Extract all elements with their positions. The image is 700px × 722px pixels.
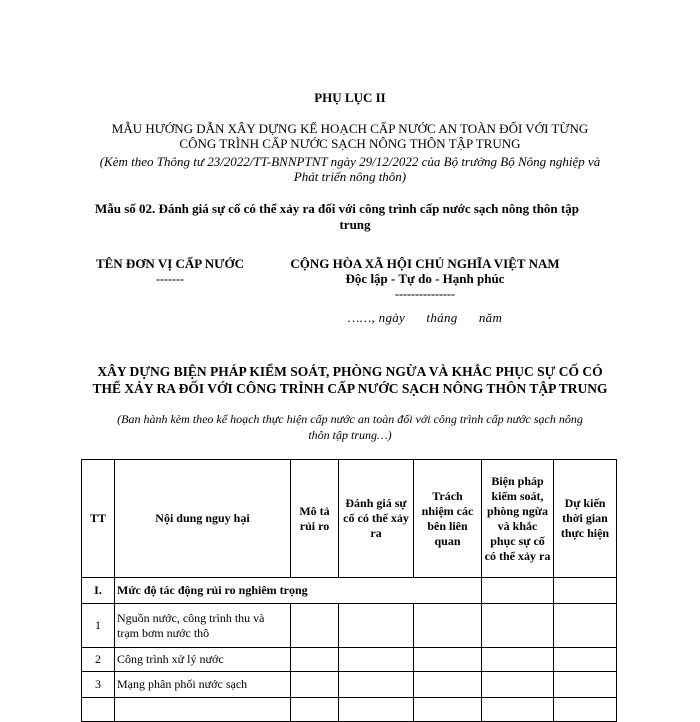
issued-note-line-2: thôn tập trung…) xyxy=(308,428,392,442)
main-heading xyxy=(0,363,700,397)
header-schedule: Dự kiến thời gian thực hiện xyxy=(554,460,617,578)
table-header-row xyxy=(82,460,617,578)
table-cell xyxy=(554,672,617,698)
table-cell xyxy=(291,604,339,648)
table-cell xyxy=(414,698,482,722)
row-content xyxy=(115,698,291,722)
main-heading-line-2: THỂ XẢY RA ĐỐI VỚI CÔNG TRÌNH CẤP NƯỚC SẠCH NÔNG THÔN TẬP TRUNG xyxy=(92,381,608,396)
header-measures: Biện pháp kiểm soát, phòng ngừa và khắc phục sự cố có thể xảy ra xyxy=(482,460,554,578)
table-cell xyxy=(554,604,617,648)
table-cell xyxy=(414,604,482,648)
row-tt: 3 xyxy=(82,672,115,698)
table-cell xyxy=(291,672,339,698)
table-cell xyxy=(482,604,554,648)
risk-table xyxy=(81,459,617,722)
date-line: ……, ngày tháng năm xyxy=(347,310,503,325)
issued-note xyxy=(0,411,700,443)
table-cell xyxy=(291,648,339,672)
header-tt: TT xyxy=(82,460,115,578)
row-tt: 2 xyxy=(82,648,115,672)
circular-reference xyxy=(0,154,700,184)
table-cell xyxy=(554,578,617,604)
header-assessment: Đánh giá sự cố có thể xảy ra xyxy=(339,460,414,578)
table-cell xyxy=(339,698,414,722)
row-content: Công trình xử lý nước xyxy=(115,648,291,672)
form-title xyxy=(95,201,615,233)
section-tt: I. xyxy=(82,578,115,604)
main-heading-line-1: XÂY DỰNG BIỆN PHÁP KIỂM SOÁT, PHÒNG NGỪA VÀ KHẮC PHỤC SỰ CỐ CÓ xyxy=(97,364,603,379)
template-title-line-2: CÔNG TRÌNH CẤP NƯỚC SẠCH NÔNG THÔN TẬP TRUNG xyxy=(179,136,521,151)
table-cell xyxy=(291,698,339,722)
table-cell xyxy=(554,698,617,722)
table-row xyxy=(82,698,617,722)
circular-reference-line-2: Phát triển nông thôn) xyxy=(293,169,407,184)
table-row xyxy=(82,604,617,648)
table-row xyxy=(82,648,617,672)
template-title-line-1: MẪU HƯỚNG DẪN XÂY DỰNG KẾ HOẠCH CẤP NƯỚC AN TOÀN ĐỐI VỚI TỪNG xyxy=(111,121,589,136)
table-cell xyxy=(482,648,554,672)
table-cell xyxy=(482,698,554,722)
table-section-row xyxy=(82,578,617,604)
header-content: Nội dung nguy hại xyxy=(115,460,291,578)
national-title: CỘNG HÒA XÃ HỘI CHỦ NGHĨA VIỆT NAM xyxy=(290,256,560,271)
template-title xyxy=(0,121,700,151)
unit-name: TÊN ĐƠN VỊ CẤP NƯỚC xyxy=(95,256,245,271)
table-row xyxy=(82,672,617,698)
form-title-line-2: trung xyxy=(339,217,371,232)
header-responsibility: Trách nhiệm các bên liên quan xyxy=(414,460,482,578)
table-cell xyxy=(482,578,554,604)
table-cell xyxy=(339,604,414,648)
unit-name-underline: ------- xyxy=(156,272,184,286)
row-content: Mạng phân phối nước sạch xyxy=(115,672,291,698)
national-motto: Độc lập - Tự do - Hạnh phúc xyxy=(345,271,505,286)
table-cell xyxy=(414,672,482,698)
row-tt: 1 xyxy=(82,604,115,648)
row-tt xyxy=(82,698,115,722)
table-cell xyxy=(482,672,554,698)
table-cell xyxy=(339,648,414,672)
appendix-title: PHỤ LỤC II xyxy=(314,90,386,105)
section-label: Mức độ tác động rủi ro nghiêm trọng xyxy=(115,578,482,604)
row-content: Nguồn nước, công trình thu và trạm bơm nước thô xyxy=(115,604,291,648)
circular-reference-line-1: (Kèm theo Thông tư 23/2022/TT-BNNPTNT ngày 29/12/2022 của Bộ trưởng Bộ Nông nghiệp và xyxy=(99,154,601,169)
form-title-line-1: Mẫu số 02. Đánh giá sự cố có thể xảy ra đối với công trình cấp nước sạch nông thôn tập xyxy=(95,201,579,216)
header-risk-description: Mô tả rủi ro xyxy=(291,460,339,578)
table-cell xyxy=(339,672,414,698)
table-cell xyxy=(414,648,482,672)
issued-note-line-1: (Ban hành kèm theo kế hoạch thực hiện cấp nước an toàn đối với công trình cấp nước sạch nông xyxy=(117,412,583,426)
table-cell xyxy=(554,648,617,672)
motto-underline: --------------- xyxy=(395,287,455,301)
